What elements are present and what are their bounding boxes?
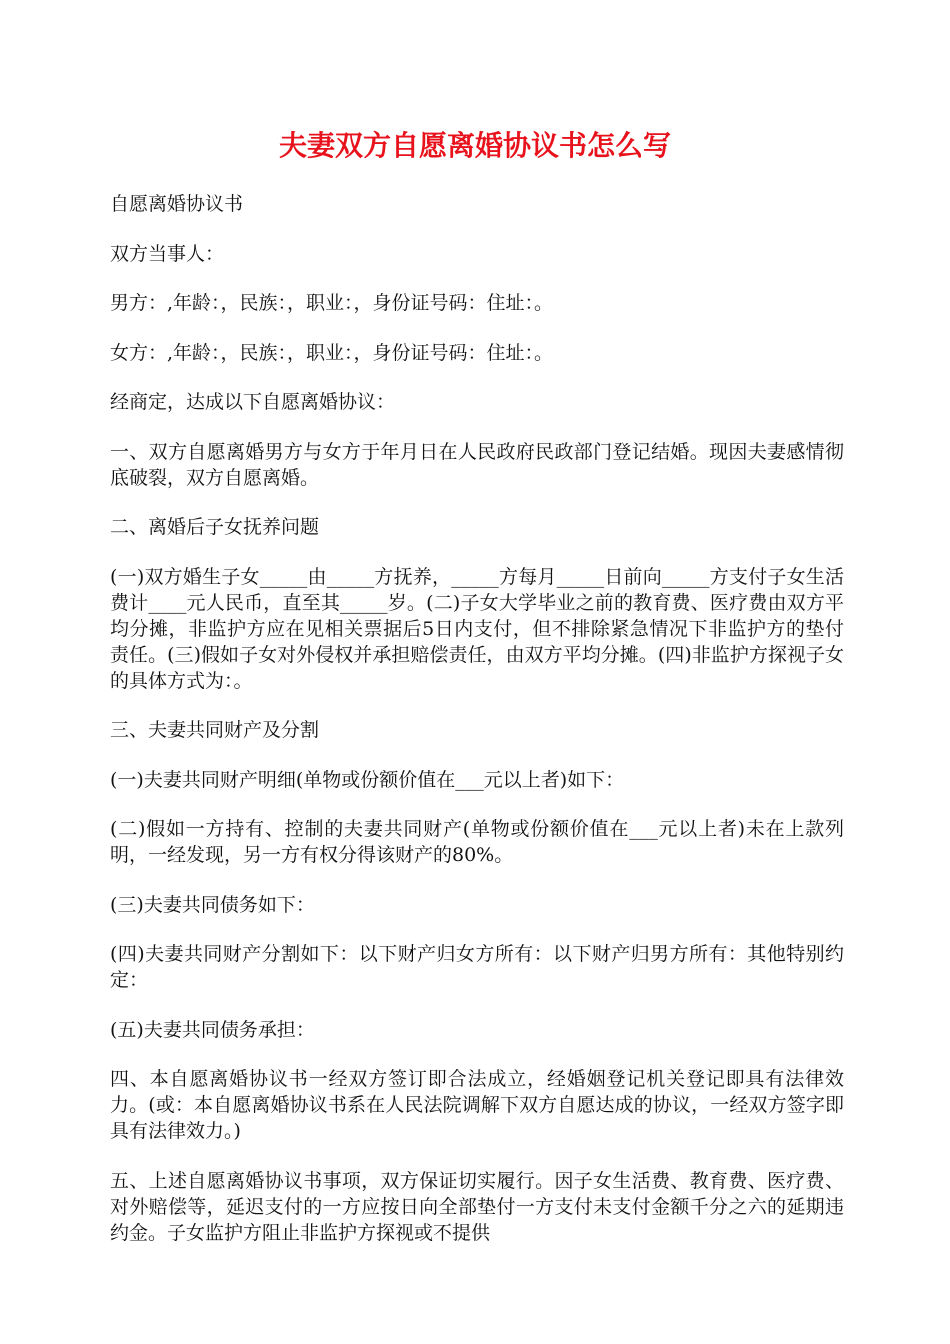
paragraph: 二、离婚后子女抚养问题	[110, 516, 320, 538]
paragraph: 四、本自愿离婚协议书一经双方签订即合法成立，经婚姻登记机关登记即具有法律效力。(或：本自愿离婚协议书系在人民法院调解下双方自愿达成的协议，一经双方签字即具有法律效力。)	[110, 1068, 844, 1142]
paragraph: 双方当事人：	[110, 242, 225, 265]
paragraph: (一)夫妻共同财产明细(单物或份额价值在___元以上者)如下：	[110, 768, 625, 791]
paragraph: 三、夫妻共同财产及分割	[110, 719, 320, 741]
paragraph: (二)假如一方持有、控制的夫妻共同财产(单物或份额价值在___元以上者)未在上款列明，一经发现，另一方有权分得该财产的80%。	[110, 818, 844, 866]
paragraph: (五)夫妻共同债务承担：	[110, 1018, 315, 1041]
paragraph: 自愿离婚协议书	[110, 193, 244, 215]
paragraph: (三)夫妻共同债务如下：	[110, 893, 315, 916]
document-title: 夫妻双方自愿离婚协议书怎么写	[278, 129, 671, 162]
paragraph: 经商定，达成以下自愿离婚协议：	[110, 391, 396, 413]
paragraph: (一)双方婚生子女_____由_____方抚养，_____方每月_____日前向_____方支付子女生活费计____元人民币，直至其_____岁。(二)子女大学毕业之前的教育费、医疗费由双方平均分摊，非监护方应在见相关票据后5日内支付，但不排除紧急情况下非监护方的垫付责任。(三)假如子女对外侵权并承担赔偿责任，由双方平均分摊。(四)非监护方探视子女的具体方式为：。	[110, 565, 844, 692]
paragraph: (四)夫妻共同财产分割如下：以下财产归女方所有：以下财产归男方所有：其他特别约定：	[110, 943, 844, 991]
paragraph: 五、上述自愿离婚协议书事项，双方保证切实履行。因子女生活费、教育费、医疗费、对外赔偿等，延迟支付的一方应按日向全部垫付一方支付未支付金额千分之六的延期违约金。子女监护方阻止非监护方探视或不提供	[110, 1169, 844, 1244]
paragraph: 一、双方自愿离婚男方与女方于年月日在人民政府民政部门登记结婚。现因夫妻感情彻底破裂，双方自愿离婚。	[110, 440, 844, 489]
paragraph: 男方：,年龄：，民族：，职业：，身份证号码：住址：。	[110, 292, 554, 314]
paragraph: 女方：,年龄：，民族：，职业：，身份证号码：住址：。	[110, 341, 554, 364]
document-body	[110, 191, 844, 1269]
